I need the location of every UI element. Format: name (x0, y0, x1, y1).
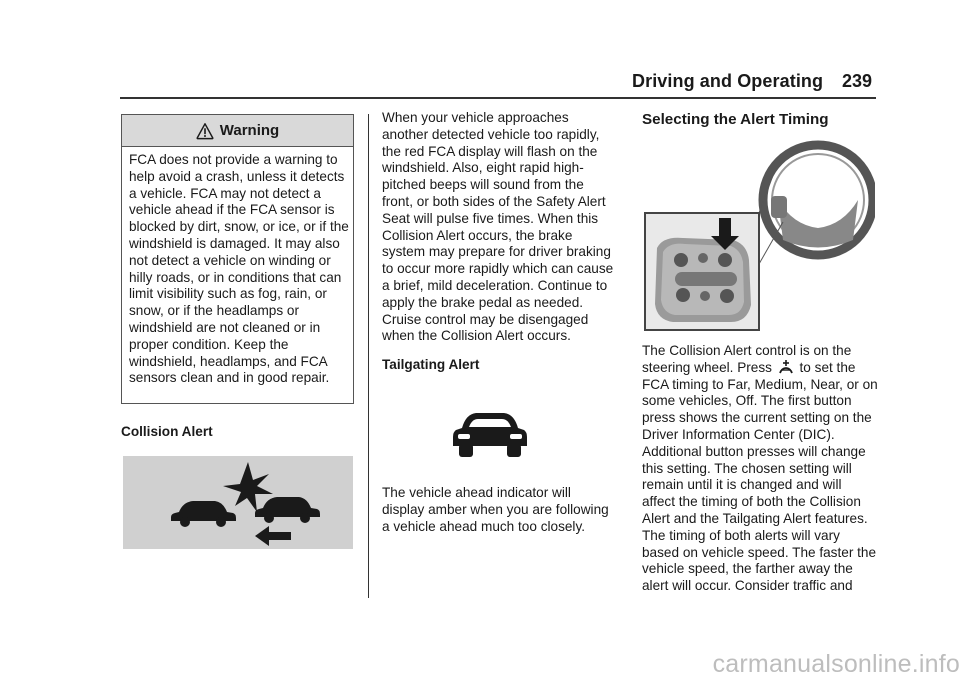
alert-timing-heading: Selecting the Alert Timing (642, 111, 829, 128)
collision-alert-paragraph: When your vehicle approaches another detected vehicle too rapidly, the red FCA display will flash on the windshield. Also, eight rapid high-pitched beeps will sound from the front, or both sides of the Safety Alert Seat will pulse five times. When this Collision Alert occurs, the brake system may prepare for driver braking to occur more rapidly which can cause a brief, mild deceleration. Continue to apply the brake pedal as needed. Cruise control may be disengaged when the Collision Alert occurs. (382, 110, 614, 344)
vehicle-ahead-icon (450, 408, 530, 460)
header-rule (120, 97, 876, 99)
tailgating-alert-text: The vehicle ahead indicator will display amber when you are following a vehicle ahead much too closely. (382, 485, 609, 534)
alert-timing-text (642, 343, 878, 595)
collision-alert-image (123, 456, 353, 549)
warning-triangle-icon (196, 122, 214, 140)
alert-timing-text-2: to set the FCA timing to Far, Medium, Near, or on some vehicles, Off. The first button press shows the current setting on the Driver Information Center (DIC). Additional button presses will change this setting. The chosen setting will remain until it is changed and will affect the timing of both the Collision Alert and the Tailgating Alert features. The timing of both alerts will vary based on vehicle speed. The faster the vehicle speed, the farther away the alert will occur. Consider traffic and (642, 359, 878, 594)
column-divider (368, 114, 369, 598)
section-title: Driving and Operating (632, 71, 824, 91)
warning-text: FCA does not provide a warning to help avoid a crash, unless it detects a vehicle. FCA may not detect a vehicle ahead if the FCA sensor is blocked by dirt, snow, or ice, or if the windshield is damaged. It may also not detect a vehicle on winding or hilly roads, or in conditions that can limit visibility such as fog, rain, or snow, or if the headlamps or windshield are not cleaned or in proper condition. Keep the windshield, headlamps, and FCA sensors clean and in good repair. (129, 152, 349, 386)
collision-alert-heading: Collision Alert (121, 424, 213, 439)
collision-alert-timing-icon (778, 360, 794, 374)
alert-timing-text-1: The Collision Alert control is on the steering wheel. Press (642, 343, 852, 375)
tailgating-alert-heading: Tailgating Alert (382, 357, 480, 372)
watermark: carmanualsonline.info (712, 650, 960, 678)
warning-header (122, 115, 353, 147)
warning-title: Warning (219, 122, 280, 139)
page-number: 239 (842, 71, 873, 91)
steering-wheel-controls-image (643, 140, 875, 332)
warning-box (121, 114, 354, 404)
